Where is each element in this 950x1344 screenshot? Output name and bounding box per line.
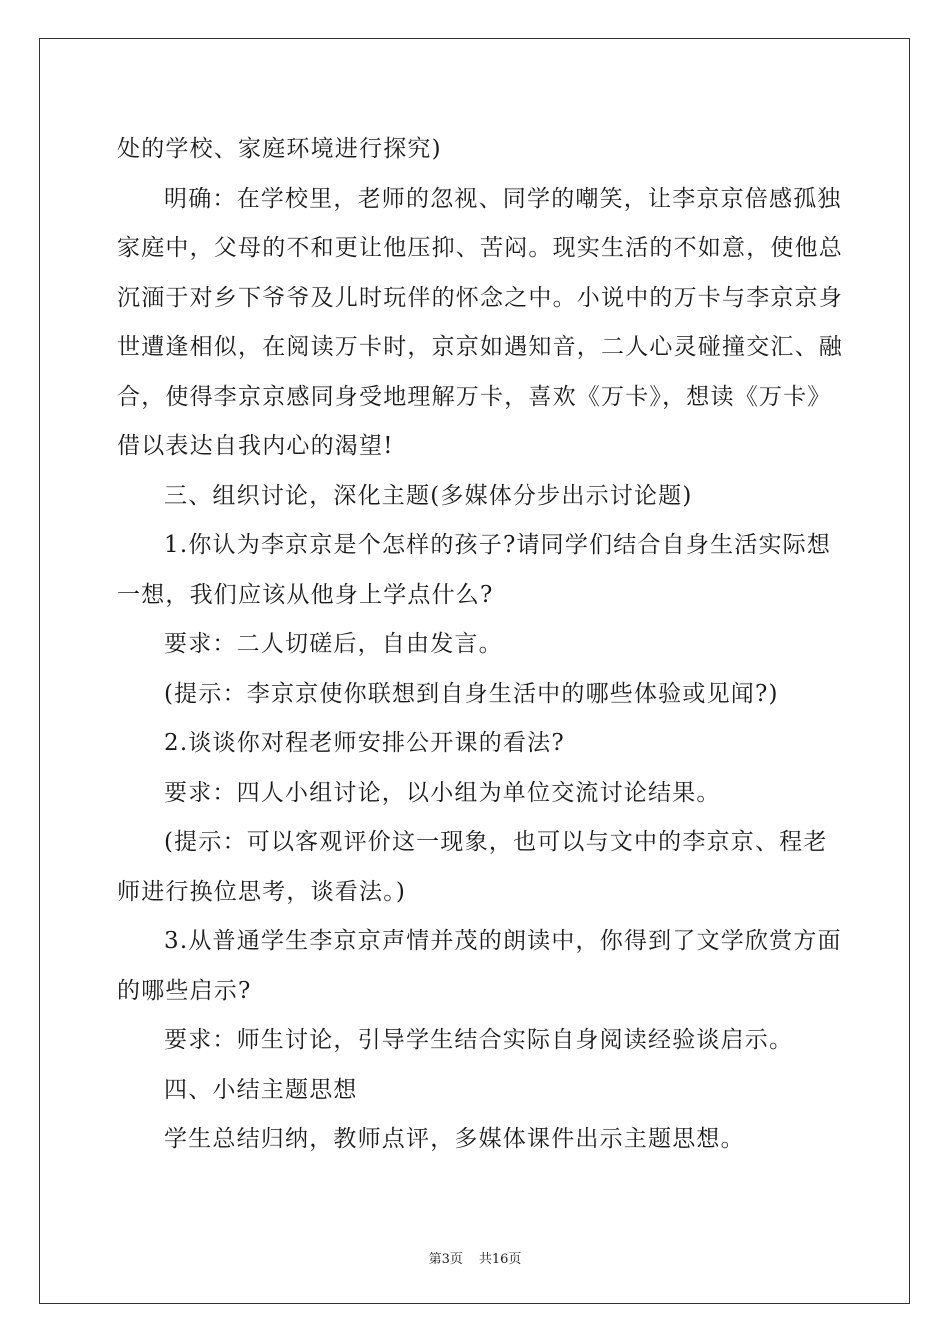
section-heading: 三、组织讨论，深化主题(多媒体分步出示讨论题) <box>164 482 693 509</box>
text-line: 学生总结归纳，教师点评，多媒体课件出示主题思想。 <box>164 1126 745 1152</box>
text-line: 师进行换位思考，谈看法。) <box>117 878 407 905</box>
text-line: 要求：师生讨论，引导学生结合实际自身阅读经验谈启示。 <box>164 1027 794 1053</box>
text-line: 2.谈谈你对程老师安排公开课的看法? <box>164 730 565 756</box>
text-line: (提示：可以客观评价这一现象，也可以与文中的李京京、程老 <box>164 829 828 855</box>
text-line: 合，使得李京京感同身受地理解万卡，喜欢《万卡》，想读《万卡》 <box>117 383 832 410</box>
text-line: 沉湎于对乡下爷爷及儿时玩伴的怀念之中。小说中的万卡与李京京身 <box>117 284 843 311</box>
text-line: 3.从普通学生李京京声情并茂的朗读中，你得到了文学欣赏方面 <box>164 928 842 954</box>
text-line: 家庭中，父母的不和更让他压抑、苦闷。现实生活的不如意，使他总 <box>117 235 843 261</box>
text-line: 要求：四人小组讨论，以小组为单位交流讨论结果。 <box>164 779 721 806</box>
page-footer <box>0 1248 950 1267</box>
text-line: 一想，我们应该从他身上学点什么? <box>117 581 494 608</box>
document-body <box>117 125 843 1165</box>
text-line: 世遭逢相似，在阅读万卡时，京京如遇知音，二人心灵碰撞交汇、融 <box>117 334 843 360</box>
text-line: 的哪些启示? <box>117 977 252 1004</box>
page-total: 共16页 <box>478 1252 522 1267</box>
section-heading: 四、小结主题思想 <box>164 1076 358 1103</box>
text-line: 明确：在学校里，老师的忽视、同学的嘲笑，让李京京倍感孤独 <box>164 185 842 212</box>
page-number: 第3页 <box>428 1252 463 1267</box>
text-line: 处的学校、家庭环境进行探究) <box>117 136 442 162</box>
text-line: (提示：李京京使你联想到自身生活中的哪些体验或见闻?) <box>164 680 779 707</box>
text-line: 要求：二人切磋后，自由发言。 <box>164 631 503 657</box>
text-line: 1.你认为李京京是个怎样的孩子?请同学们结合自身生活实际想 <box>164 532 832 558</box>
text-line: 借以表达自我内心的渴望! <box>117 433 394 459</box>
